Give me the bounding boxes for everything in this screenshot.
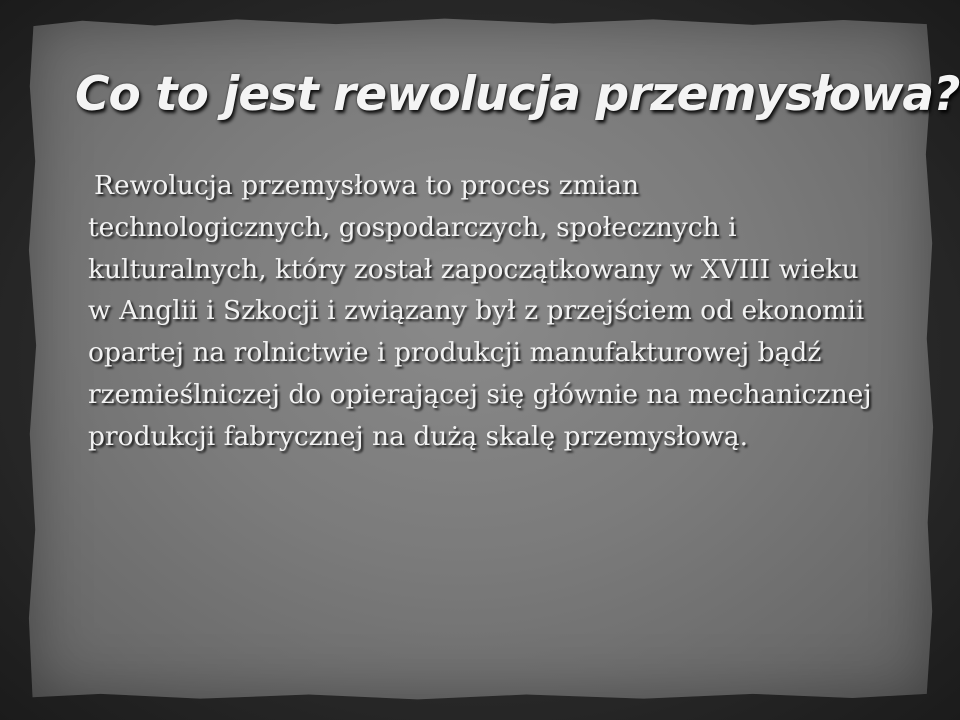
slide-body-text: Rewolucja przemysłowa to proces zmian technologicznych, gospodarczych, społecznych i kulturalnych, który został zapoczątkowany w XVIII wieku w Anglii i Szkocji i związany był z przejściem od ekonomii opartej na rolnictwie i produkcji manufakturowej bądź rzemieślniczej do opierającej się głównie na mechanicznej produkcji fabrycznej na dużą skalę przemysłową. [88,170,872,452]
slide-title: Co to jest rewolucja przemysłowa? [75,67,960,122]
